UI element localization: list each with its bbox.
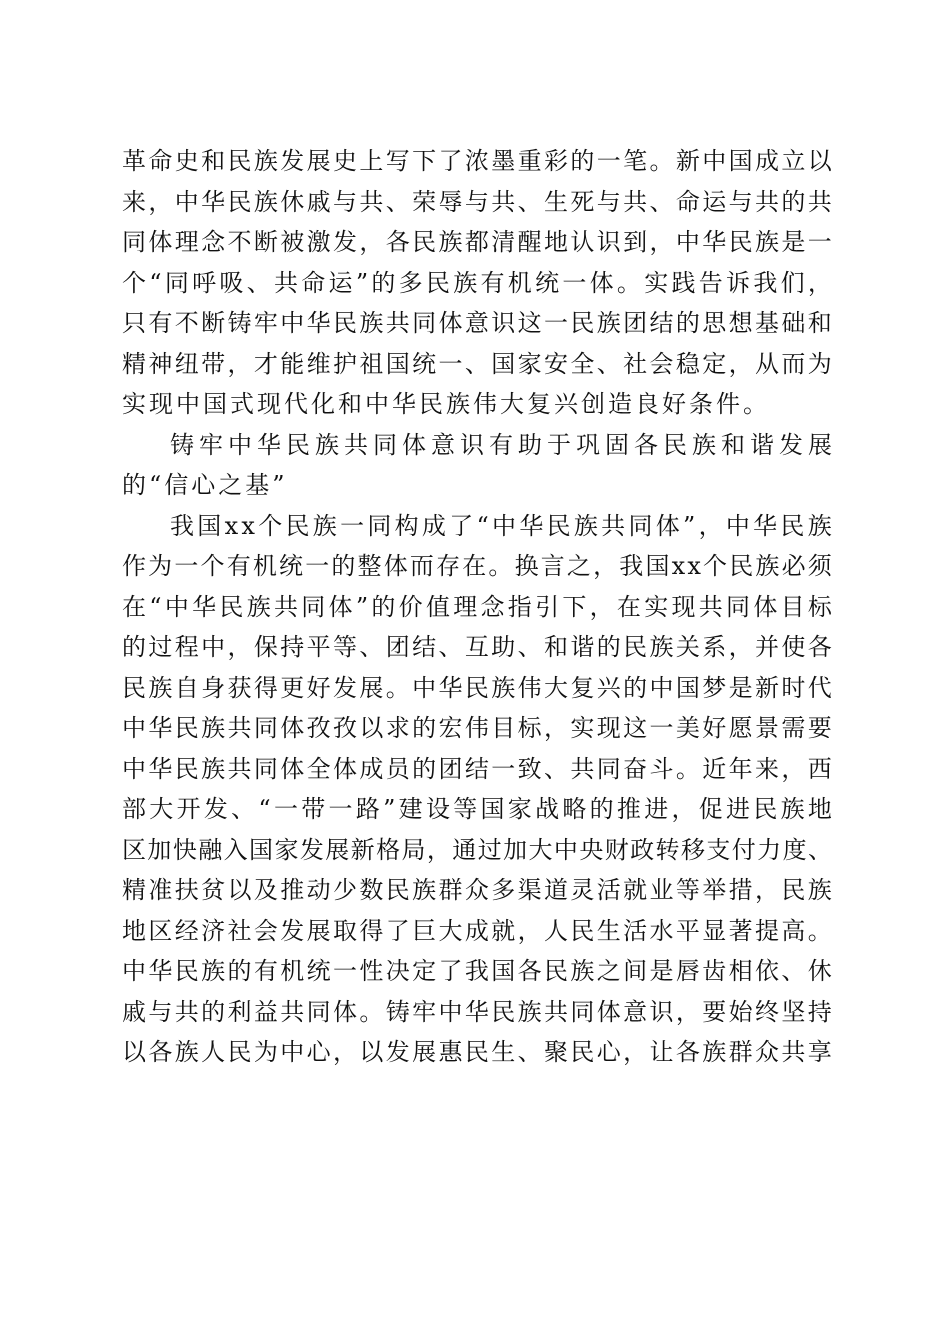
text-line: 的“信心之基” [122, 471, 288, 499]
text-line: 个 “ 同 呼 吸 、 共 命 运 ” 的 多 民 族 有 机 统 一 体 。 实 践 告 诉 我 们 ， [122, 268, 832, 297]
text-line: 戚 与 共 的 利 益 共 同 体 。 铸 牢 中 华 民 族 共 同 体 意 识 ， 要 始 终 坚 持 [122, 997, 832, 1026]
text-line: 中 华 民 族 的 有 机 统 一 性 决 定 了 我 国 各 民 族 之 间 是 唇 齿 相 依 、 休 [122, 957, 832, 985]
text-line: 民 族 自 身 获 得 更 好 发 展 。 中 华 民 族 伟 大 复 兴 的 中 国 梦 是 新 时 代 [122, 673, 832, 702]
text-line: 区 加 快 融 入 国 家 发 展 新 格 局 ， 通 过 加 大 中 央 财 政 转 移 支 付 力 度 、 [122, 835, 832, 864]
text-line: 铸 牢 中 华 民 族 共 同 体 意 识 有 助 于 巩 固 各 民 族 和 谐 发 展 [170, 430, 832, 459]
text-line: 的 过 程 中 ， 保 持 平 等 、 团 结 、 互 助 、 和 谐 的 民 族 关 系 ， 并 使 各 [122, 633, 832, 661]
text-line: 我 国 x x 个 民 族 一 同 构 成 了 “ 中 华 民 族 共 同 体 ” ， 中 华 民 族 [170, 511, 832, 540]
text-line: 中 华 民 族 共 同 体 孜 孜 以 求 的 宏 伟 目 标 ， 实 现 这 一 美 好 愿 景 需 要 [122, 714, 832, 742]
document-body [122, 141, 832, 1073]
text-line: 以 各 族 人 民 为 中 心 ， 以 发 展 惠 民 生 、 聚 民 心 ， 让 各 族 群 众 共 享 [122, 1038, 832, 1066]
text-line: 精 神 纽 带 ， 才 能 维 护 祖 国 统 一 、 国 家 安 全 、 社 会 稳 定 ， 从 而 为 [122, 349, 832, 378]
text-line: 实现中国式现代化和中华民族伟大复兴创造良好条件。 [122, 390, 770, 418]
text-line: 精 准 扶 贫 以 及 推 动 少 数 民 族 群 众 多 渠 道 灵 活 就 业 等 举 措 ， 民 族 [122, 876, 832, 904]
text-line: 同 体 理 念 不 断 被 激 发 ， 各 民 族 都 清 醒 地 认 识 到 ， 中 华 民 族 是 一 [122, 228, 832, 256]
text-line: 中 华 民 族 共 同 体 全 体 成 员 的 团 结 一 致 、 共 同 奋 斗 。 近 年 来 ， 西 [122, 754, 832, 783]
text-line: 只 有 不 断 铸 牢 中 华 民 族 共 同 体 意 识 这 一 民 族 团 结 的 思 想 基 础 和 [122, 309, 832, 337]
text-line: 革 命 史 和 民 族 发 展 史 上 写 下 了 浓 墨 重 彩 的 一 笔 。 新 中 国 成 立 以 [122, 147, 832, 175]
text-line: 部 大 开 发 、 “ 一 带 一 路 ” 建 设 等 国 家 战 略 的 推 进 ， 促 进 民 族 地 [122, 795, 832, 823]
text-line: 来 ， 中 华 民 族 休 戚 与 共 、 荣 辱 与 共 、 生 死 与 共 、 命 运 与 共 的 共 [122, 187, 832, 216]
text-line: 作 为 一 个 有 机 统 一 的 整 体 而 存 在 。 换 言 之 ， 我 国 x x 个 民 族 必 须 [122, 552, 832, 580]
text-line: 地 区 经 济 社 会 发 展 取 得 了 巨 大 成 就 ， 人 民 生 活 水 平 显 著 提 高 。 [122, 916, 832, 945]
text-line: 在 “ 中 华 民 族 共 同 体 ” 的 价 值 理 念 指 引 下 ， 在 实 现 共 同 体 目 标 [122, 592, 832, 621]
